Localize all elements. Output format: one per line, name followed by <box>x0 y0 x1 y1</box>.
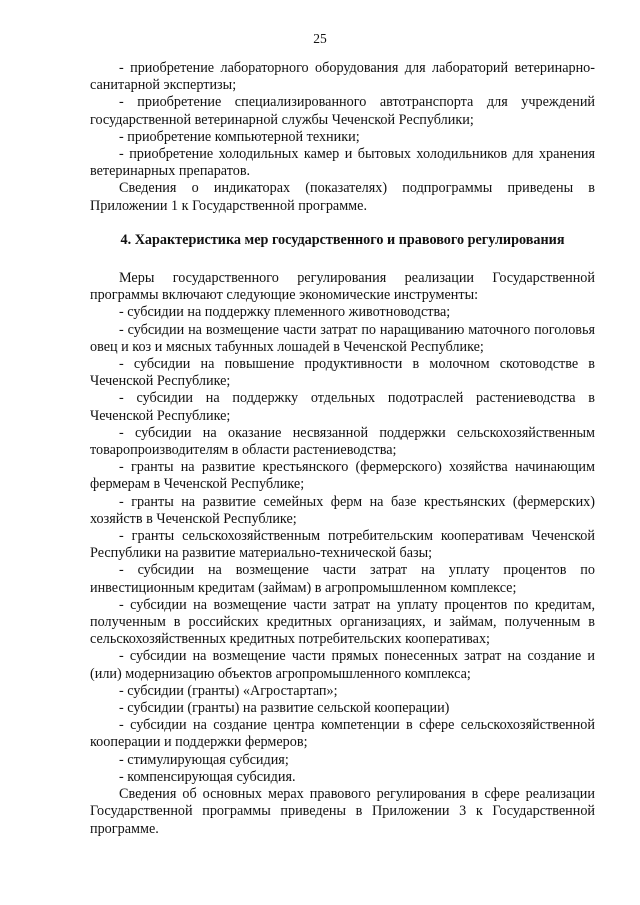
list-item: - субсидии на возмещение части затрат по наращиванию маточного поголовья овец и коз и мясных табунных лошадей в Чеченской Республике; <box>90 321 595 355</box>
list-item: - гранты сельскохозяйственным потребительским кооперативам Чеченской Республики на развитие материально-технической базы; <box>90 528 595 562</box>
paragraph: - приобретение холодильных камер и бытовых холодильников для хранения ветеринарных препаратов. <box>90 146 595 180</box>
list-item: - субсидии (гранты) «Агростартап»; <box>119 682 338 699</box>
list-item: - субсидии на возмещение части затрат на уплату процентов по инвестиционным кредитам (займам) в агропромышленном комплексе; <box>90 562 595 596</box>
list-item: - компенсирующая субсидия. <box>119 768 296 785</box>
section-paragraph-block <box>90 270 595 838</box>
page-number: 25 <box>313 31 327 46</box>
top-paragraph-block <box>90 60 595 215</box>
list-item: - субсидии на оказание несвязанной поддержки сельскохозяйственным товаропроизводителям в области растениеводства; <box>90 424 595 459</box>
paragraph: Сведения об основных мерах правового регулирования в сфере реализации Государственной программы приведены в Приложении 3 к Государственной программе. <box>90 786 595 837</box>
list-item: - субсидии на повышение продуктивности в молочном скотоводстве в Чеченской Республике; <box>90 356 595 390</box>
list-item: - субсидии на возмещение части прямых понесенных затрат на создание и (или) модернизацию объектов агропромышленного комплекса; <box>90 648 595 682</box>
list-item: - субсидии на создание центра компетенции в сфере сельскохозяйственной кооперации и поддержки фермеров; <box>90 717 595 751</box>
section-heading: 4. Характеристика мер государственного и правового регулирования <box>120 232 565 248</box>
list-item: - стимулирующая субсидия; <box>119 751 289 768</box>
paragraph: Сведения о индикаторах (показателях) подпрограммы приведены в Приложении 1 к Государственной программе. <box>90 180 595 214</box>
paragraph: - приобретение специализированного автотранспорта для учреждений государственной ветеринарной службы Чеченской Республики; <box>90 94 595 128</box>
list-item: - субсидии на поддержку отдельных подотраслей растениеводства в Чеченской Республике; <box>90 390 595 424</box>
list-item: - субсидии на возмещение части затрат на уплату процентов по кредитам, полученным в российских кредитных организациях, и займам, полученным в сельскохозяйственных кредитных потребительских кооперативах; <box>90 596 595 648</box>
list-item: - гранты на развитие семейных ферм на базе крестьянских (фермерских) хозяйств в Чеченской Республике; <box>90 493 595 527</box>
paragraph: Меры государственного регулирования реализации Государственной программы включают следующие экономические инструменты: <box>90 270 595 304</box>
paragraph: - приобретение лабораторного оборудования для лабораторий ветеринарно-санитарной экспертизы; <box>90 60 595 94</box>
list-item: - гранты на развитие крестьянского (фермерского) хозяйства начинающим фермерам в Чеченской Республике; <box>90 459 595 493</box>
list-item: - субсидии (гранты) на развитие сельской кооперации) <box>119 700 450 717</box>
paragraph: - приобретение компьютерной техники; <box>119 128 360 145</box>
list-item: - субсидии на поддержку племенного животноводства; <box>119 304 451 321</box>
